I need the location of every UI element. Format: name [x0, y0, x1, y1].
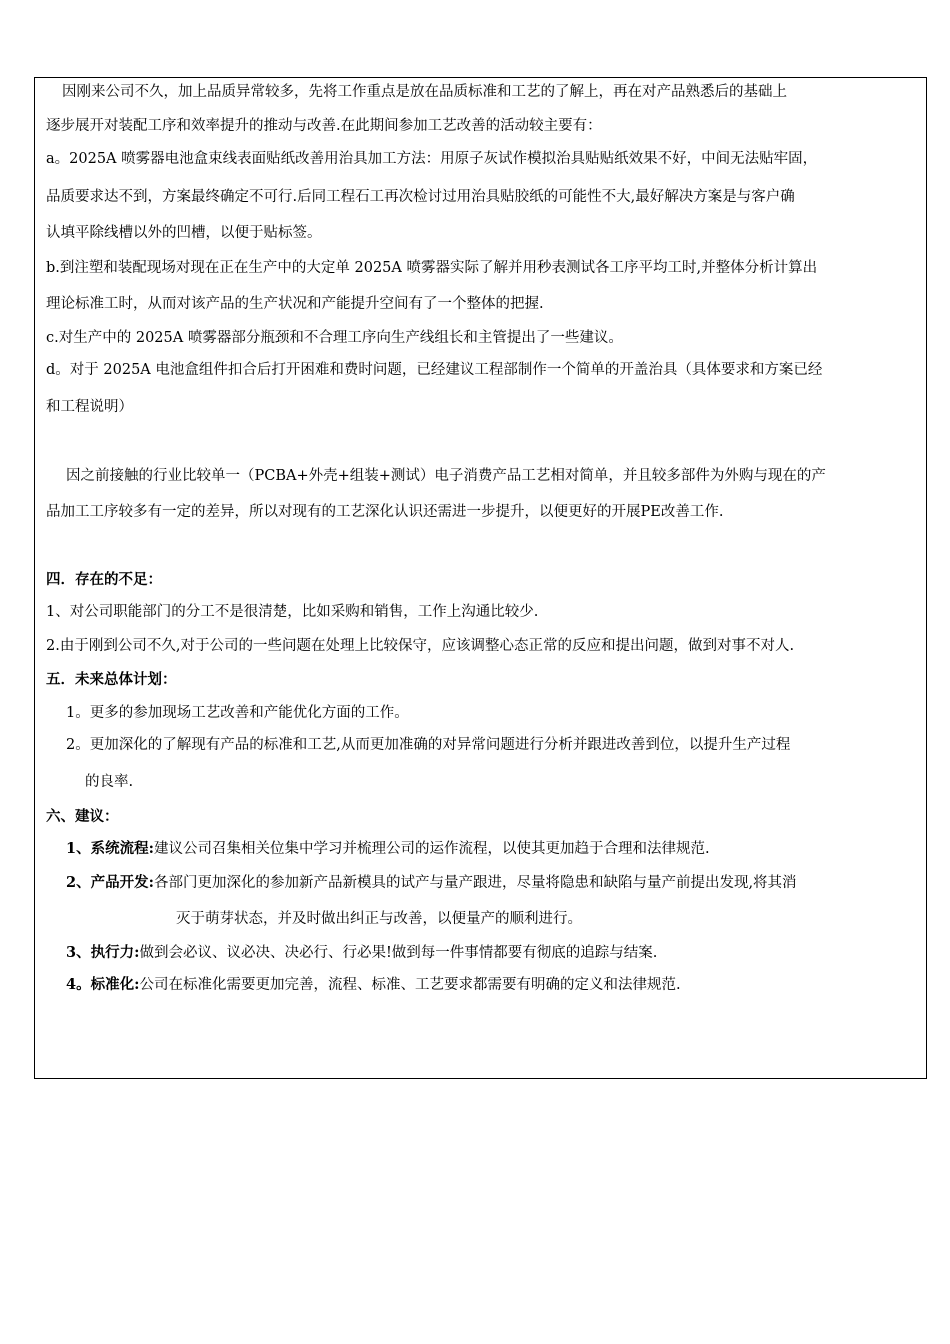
section-5-item-2-line-2: 的良率.: [85, 774, 134, 790]
item-a-line-3: 认填平除线槽以外的凹槽，以便于贴标签。: [46, 225, 322, 241]
recommendation-2: [66, 873, 797, 893]
section-4-item-1: 1、对公司职能部门的分工不是很清楚，比如采购和销售，工作上沟通比较少.: [46, 604, 539, 620]
item-a-line-1: a。2025A 喷雾器电池盒束线表面贴纸改善用治具加工方法：用原子灰试作模拟治具贴贴纸效果不好，中间无法贴牢固，: [46, 151, 818, 167]
recommendation-3: [66, 943, 657, 963]
section-5-title: 五．未来总体计划：: [46, 671, 177, 688]
recommendation-2-text: 各部门更加深化的参加新产品新模具的试产与量产跟进，尽量将隐患和缺陷与量产前提出发现,将其消: [153, 875, 797, 891]
recommendation-3-label: 3、执行力:: [66, 944, 140, 961]
section-4-item-2: 2.由于刚到公司不久,对于公司的一些问题在处理上比较保守，应该调整心态正常的反应和提出问题，做到对事不对人.: [46, 638, 795, 654]
recommendation-1-text: 建议公司召集相关位集中学习并梳理公司的运作流程，以使其更加趋于合理和法律规范.: [153, 841, 710, 857]
recommendation-1: [66, 839, 710, 859]
recommendation-4-label: 4。标准化:: [66, 976, 140, 993]
intro-line-2: 逐步展开对装配工序和效率提升的推动与改善.在此期间参加工艺改善的活动较主要有：: [46, 118, 602, 134]
item-c-line-1: c.对生产中的 2025A 喷雾器部分瓶颈和不合理工序向生产线组长和主管提出了一些建议。: [46, 330, 623, 346]
recommendation-3-text: 做到会必议、议必决、决必行、行必果!做到每一件事情都要有彻底的追踪与结案.: [139, 945, 658, 961]
section-6-title: 六、建议：: [46, 808, 119, 825]
recommendation-4-text: 公司在标准化需要更加完善，流程、标准、工艺要求都需要有明确的定义和法律规范.: [139, 977, 681, 993]
summary-line-1: 因之前接触的行业比较单一（PCBA+外壳+组装+测试）电子消费产品工艺相对简单，并且较多部件为外购与现在的产: [66, 468, 826, 484]
item-d-line-2: 和工程说明）: [46, 399, 133, 415]
section-5-item-1: 1。更多的参加现场工艺改善和产能优化方面的工作。: [66, 705, 409, 721]
recommendation-2-line-2: 灭于萌芽状态，并及时做出纠正与改善，以便量产的顺利进行。: [176, 911, 582, 927]
recommendation-2-label: 2、产品开发:: [66, 874, 154, 891]
item-b-line-1: b.到注塑和装配现场对现在正在生产中的大定单 2025A 喷雾器实际了解并用秒表测试各工序平均工时,并整体分析计算出: [46, 260, 818, 276]
item-d-line-1: d。对于 2025A 电池盒组件扣合后打开困难和费时问题，已经建议工程部制作一个简单的开盖治具（具体要求和方案已经: [46, 362, 823, 378]
item-b-line-2: 理论标准工时，从而对该产品的生产状况和产能提升空间有了一个整体的把握.: [46, 296, 544, 312]
recommendation-4: [66, 975, 681, 995]
intro-line-1: 因刚来公司不久，加上品质异常较多，先将工作重点是放在品质标准和工艺的了解上，再在对产品熟悉后的基础上: [62, 84, 787, 100]
section-4-title: 四．存在的不足：: [46, 571, 162, 588]
item-a-line-2: 品质要求达不到，方案最终确定不可行.后同工程石工再次检讨过用治具贴胶纸的可能性不大,最好解决方案是与客户确: [46, 189, 795, 205]
section-5-item-2-line-1: 2。更加深化的了解现有产品的标准和工艺,从而更加准确的对异常问题进行分析并跟进改善到位，以提升生产过程: [66, 737, 791, 753]
recommendation-1-label: 1、系统流程:: [66, 840, 154, 857]
summary-line-2: 品加工工序较多有一定的差异，所以对现有的工艺深化认识还需进一步提升，以便更好的开展PE改善工作.: [46, 504, 724, 520]
